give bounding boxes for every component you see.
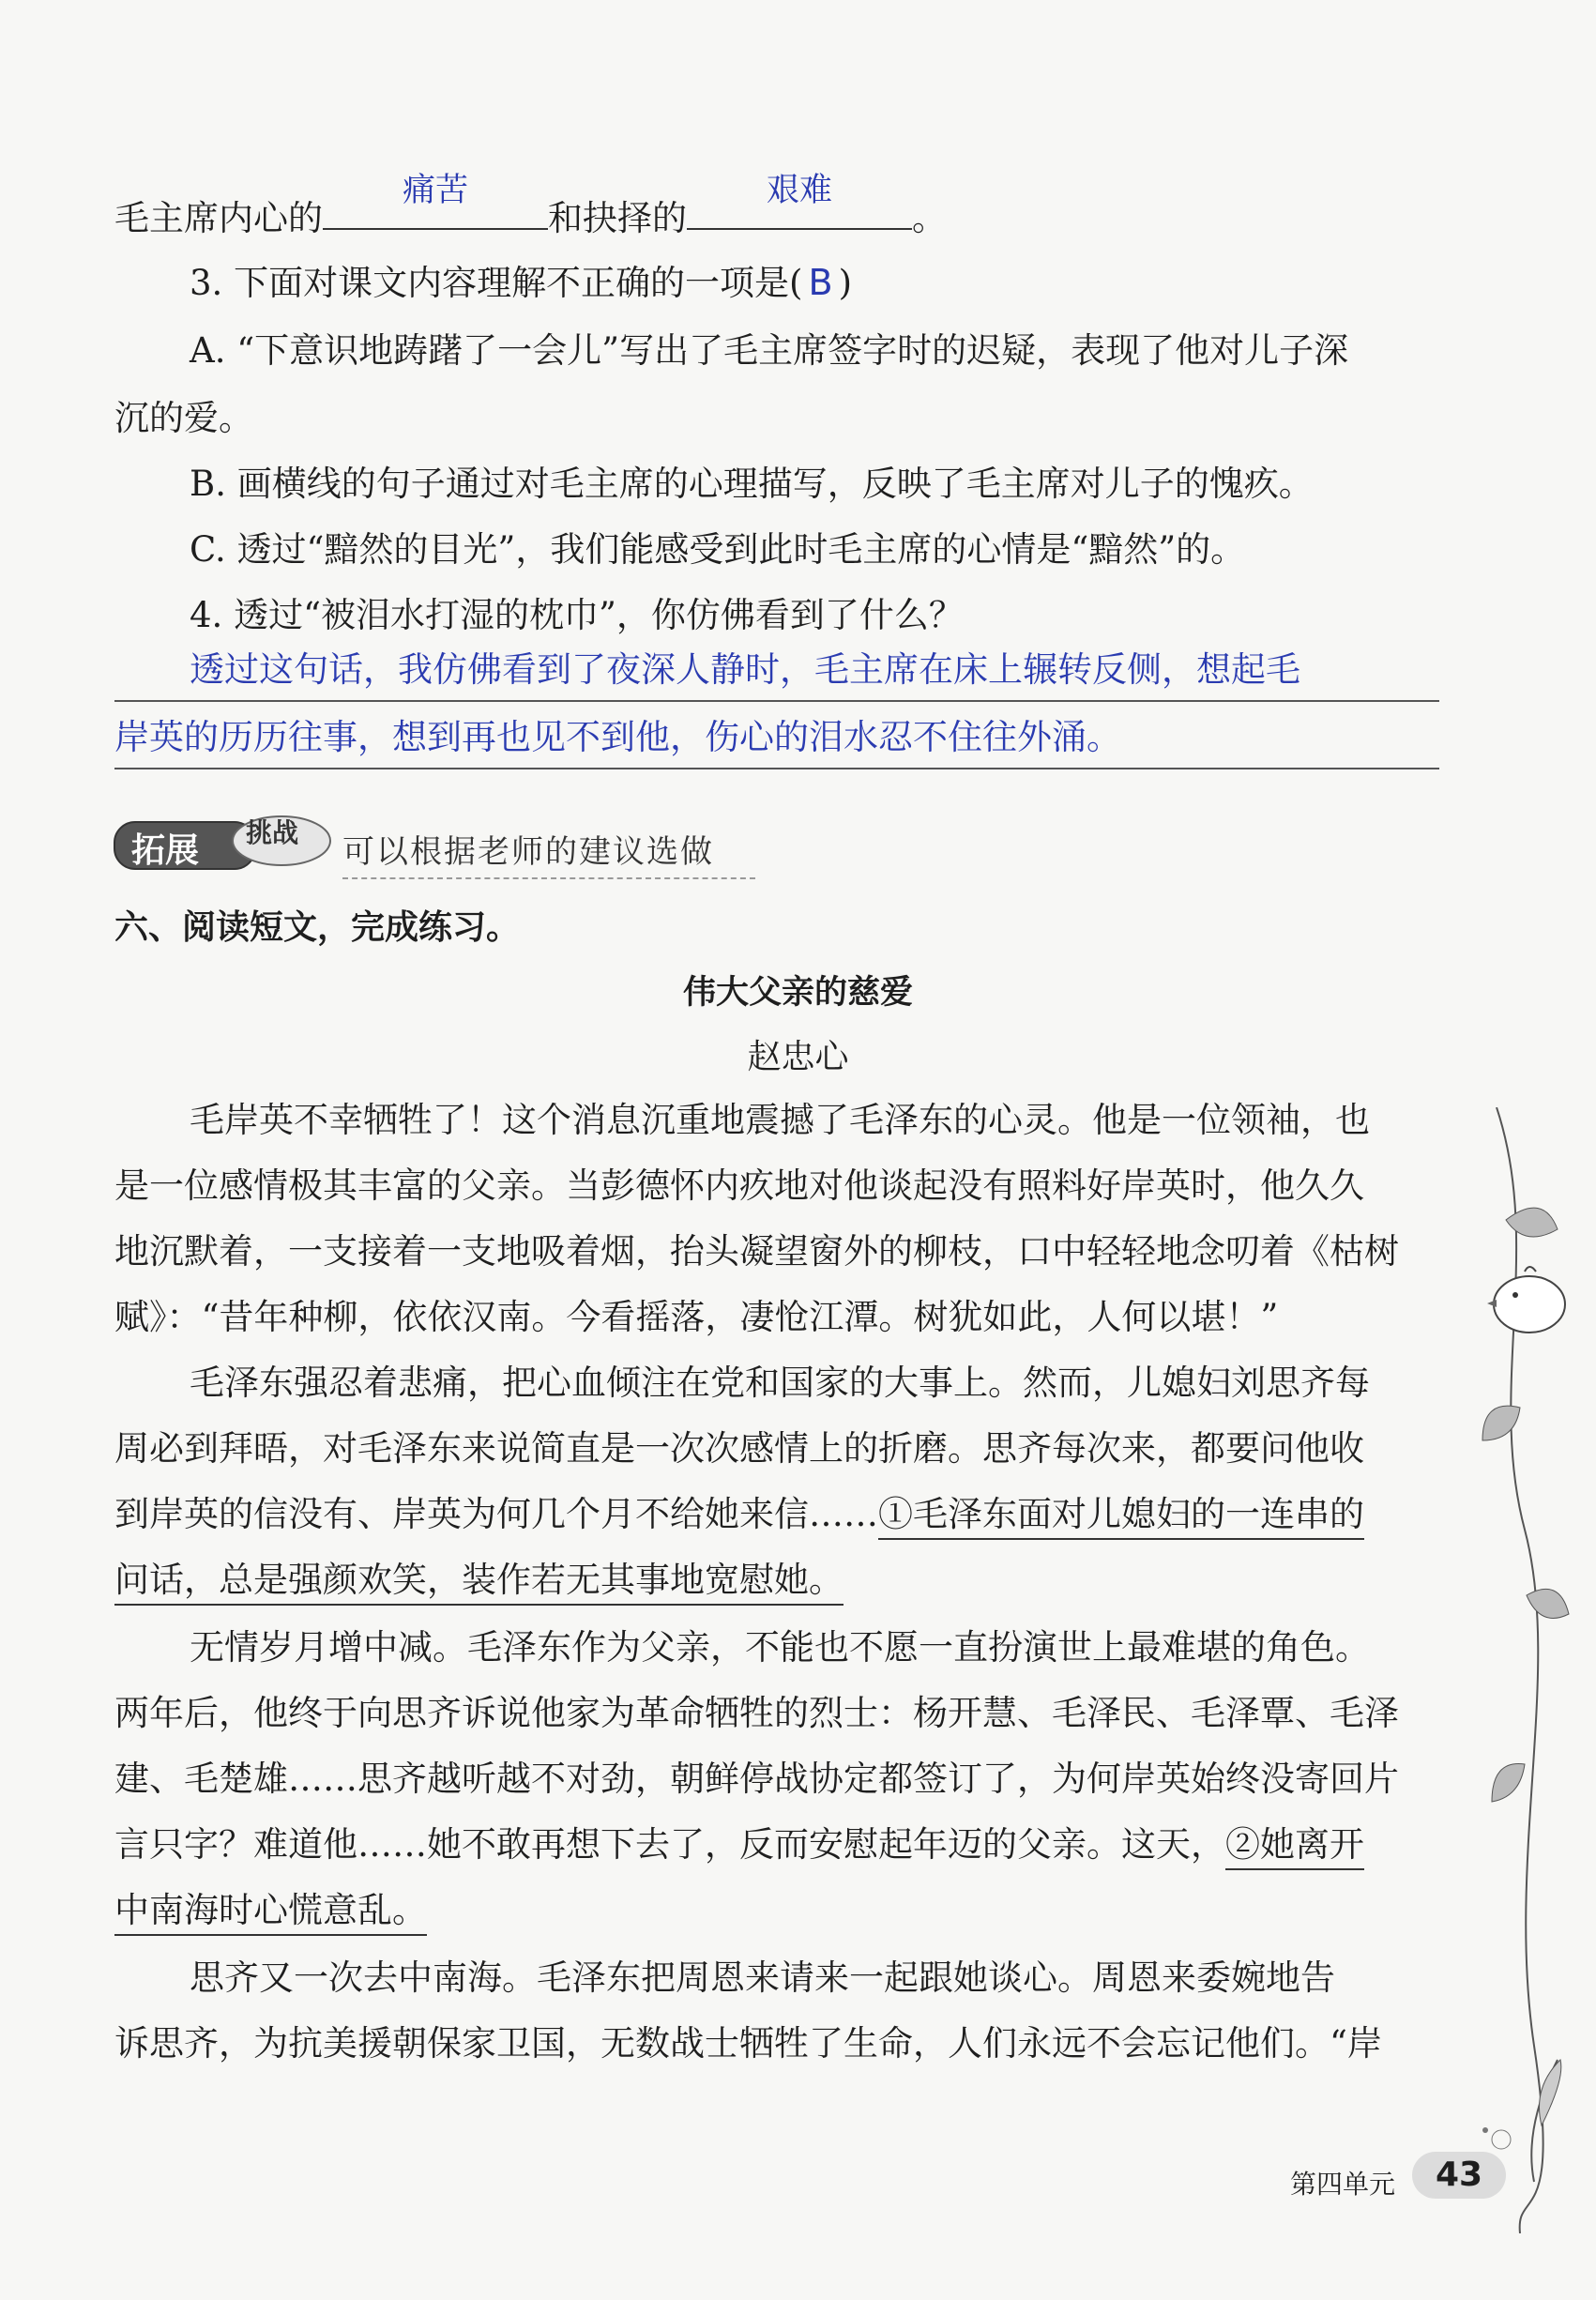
p3-line-5 xyxy=(114,1886,427,1935)
badge-note: 可以根据老师的建议选做 xyxy=(342,826,755,879)
q3-option-a-line1: A. “下意识地踌躇了一会儿”写出了毛主席签字时的迟疑，表现了他对儿子深 xyxy=(190,330,1349,371)
q2-suffix: 。 xyxy=(912,198,947,238)
bird-icon xyxy=(1487,1262,1576,1337)
q3-stem-text: 3. 下面对课文内容理解不正确的一项是( xyxy=(190,263,803,303)
page-number: 43 xyxy=(1412,2152,1506,2199)
q3-option-c: C. 透过“黯然的目光”，我们能感受到此时毛主席的心情是“黯然”的。 xyxy=(190,529,1246,570)
p1-line-4: 赋》：“昔年种柳，依依汉南。今看摇落，凄怆江潭。树犹如此，人何以堪！” xyxy=(114,1297,1279,1337)
p1-line-3: 地沉默着，一支接着一支地吸着烟，抬头凝望窗外的柳枝，口中轻轻地念叨着《枯树 xyxy=(114,1231,1399,1272)
q3-option-a-line2: 沉的爱。 xyxy=(114,398,253,438)
underlined-sentence-2a: ②她离开 xyxy=(1225,1824,1364,1870)
p4-line-2: 诉思齐，为抗美援朝保家卫国，无数战士牺牲了生命，人们永远不会忘记他们。“岸 xyxy=(114,2023,1382,2064)
q2-answer-1: 痛苦 xyxy=(402,172,468,209)
article-title: 伟大父亲的慈爱 xyxy=(682,974,913,1012)
q2-blank-1[interactable] xyxy=(323,172,548,230)
q2-prefix: 毛主席内心的 xyxy=(114,198,323,238)
q2-blank-2[interactable] xyxy=(687,172,912,230)
q2-line xyxy=(114,172,947,243)
p1-line-1: 毛岸英不幸牺牲了！这个消息沉重地震撼了毛泽东的心灵。他是一位领袖，也 xyxy=(190,1100,1370,1140)
q4-answer-text-1: 透过这句话，我仿佛看到了夜深人静时，毛主席在床上辗转反侧，想起毛 xyxy=(190,649,1300,690)
p3-line-3: 建、毛楚雄……思齐越听越不对劲，朝鲜停战协定都签订了，为何岸英始终没寄回片 xyxy=(114,1759,1399,1799)
section-six-title: 六、阅读短文，完成练习。 xyxy=(114,908,521,947)
p1-line-2: 是一位感情极其丰富的父亲。当彭德怀内疚地对他谈起没有照料好岸英时，他久久 xyxy=(114,1165,1364,1206)
underlined-sentence-1b: 问话，总是强颜欢笑，装作若无其事地宽慰她。 xyxy=(114,1560,844,1606)
p2-line-3-text: 到岸英的信没有、岸英为何几个月不给她来信…… xyxy=(114,1494,878,1534)
p2-line-2: 周必到拜晤，对毛泽东来说简直是一次次感情上的折磨。思齐每次来，都要问他收 xyxy=(114,1428,1364,1469)
footer-unit-label: 第四单元 xyxy=(1290,2169,1396,2200)
p3-line-4-text: 言只字？难道他……她不敢再想下去了，反而安慰起年迈的父亲。这天， xyxy=(114,1824,1225,1865)
badge-sub-label: 挑战 xyxy=(246,817,299,848)
underlined-sentence-2b: 中南海时心慌意乱。 xyxy=(114,1890,427,1936)
q4-stem: 4. 透过“被泪水打湿的枕巾”，你仿佛看到了什么？ xyxy=(190,595,964,635)
q2-middle: 和抉择的 xyxy=(548,198,687,238)
q2-answer-2: 艰难 xyxy=(766,172,832,209)
q4-answer-text-2: 岸英的历历往事，想到再也见不到他，伤心的泪水忍不住往外涌。 xyxy=(114,717,1121,757)
p2-line-3 xyxy=(114,1490,1364,1539)
p2-line-4 xyxy=(114,1556,844,1605)
p3-line-4 xyxy=(114,1820,1364,1869)
badge-main-label: 拓展 xyxy=(131,831,200,870)
q3-answer[interactable]: B xyxy=(808,262,833,303)
p4-line-1: 思齐又一次去中南海。毛泽东把周恩来请来一起跟她谈心。周恩来委婉地告 xyxy=(190,1957,1335,1998)
underlined-sentence-1a: ①毛泽东面对儿媳妇的一连串的 xyxy=(878,1494,1364,1540)
p3-line-1: 无情岁月增中减。毛泽东作为父亲，不能也不愿一直扮演世上最难堪的角色。 xyxy=(190,1627,1370,1668)
q3-stem-close: ) xyxy=(838,263,853,303)
q3-stem xyxy=(190,258,852,308)
q3-option-b: B. 画横线的句子通过对毛主席的心理描写，反映了毛主席对儿子的愧疚。 xyxy=(190,464,1314,504)
article-author: 赵忠心 xyxy=(747,1038,849,1076)
p2-line-1: 毛泽东强忍着悲痛，把心血倾注在党和国家的大事上。然而，儿媳妇刘思齐每 xyxy=(190,1363,1370,1403)
p3-line-2: 两年后，他终于向思齐诉说他家为革命牺牲的烈士：杨开慧、毛泽民、毛泽覃、毛泽 xyxy=(114,1693,1399,1733)
